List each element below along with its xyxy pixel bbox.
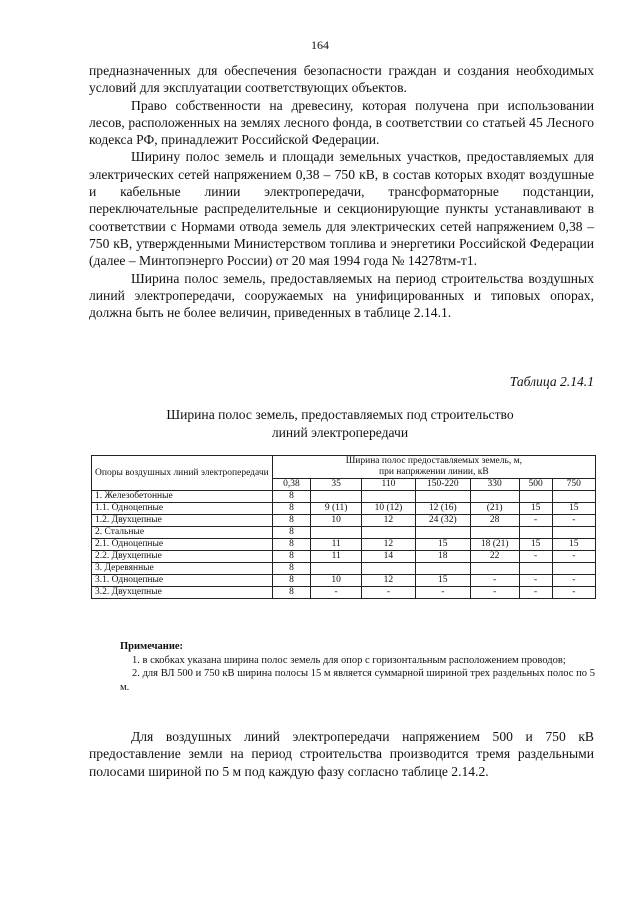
table-cell: 15 [519, 539, 552, 551]
voltage-header: 35 [311, 479, 362, 491]
paragraph-final: Для воздушных линий электропередачи напряжением 500 и 750 кВ предоставление земли на период строительства производится тремя раздельными полосами шириной по 5 м под каждую фазу согласно таблице 2.14.2. [89, 729, 594, 779]
table-cell [415, 527, 470, 539]
table-row [92, 575, 596, 587]
row-label: 2.1. Одноцепные [92, 539, 273, 551]
row-label: 3. Деревянные [92, 563, 273, 575]
table-cell: 15 [415, 539, 470, 551]
table-cell: 11 [311, 551, 362, 563]
row-label: 1.2. Двухцепные [92, 515, 273, 527]
page-number: 164 [311, 38, 329, 52]
row-label: 2. Стальные [92, 527, 273, 539]
table-cell [311, 563, 362, 575]
table-title-line: Ширина полос земель, предоставляемых под строительство [166, 407, 514, 422]
table-cell [362, 491, 416, 503]
notes [120, 640, 595, 694]
table-cell: 18 (21) [470, 539, 519, 551]
table-cell: - [552, 551, 595, 563]
table-row [92, 515, 596, 527]
table-cell: 15 [552, 539, 595, 551]
table-header-width-line: при напряжении линии, кВ [378, 467, 489, 477]
table-cell: 10 [311, 515, 362, 527]
table-cell [470, 527, 519, 539]
voltage-header: 750 [552, 479, 595, 491]
table-row [92, 563, 596, 575]
table-cell: 8 [272, 539, 311, 551]
table-cell: 10 (12) [362, 503, 416, 515]
table-cell: 18 [415, 551, 470, 563]
table-cell: 8 [272, 503, 311, 515]
voltage-header: 150-220 [415, 479, 470, 491]
table-row [92, 491, 596, 503]
paragraph-width: Ширина полос земель, предоставляемых на период строительства воздушных линий электропередачи, сооружаемых на унифицированных и типовых опорах, должна быть не более величин, приведенных в таблице 2.14.1. [89, 270, 594, 321]
table-cell: 10 [311, 575, 362, 587]
table-cell: - [519, 587, 552, 599]
table-row [92, 503, 596, 515]
table-cell: - [552, 575, 595, 587]
body-text [89, 62, 594, 321]
table-header-width [272, 456, 595, 479]
table-cell: 8 [272, 551, 311, 563]
table-title [120, 406, 560, 441]
table-cell: 8 [272, 515, 311, 527]
table-cell: 8 [272, 563, 311, 575]
table-cell [519, 527, 552, 539]
table-cell [552, 563, 595, 575]
table-cell: 15 [519, 503, 552, 515]
table-cell: - [470, 575, 519, 587]
table-title-line: линий электропередачи [271, 424, 409, 440]
table-cell: 22 [470, 551, 519, 563]
table-header-supports: Опоры воздушных линий электропередачи [92, 456, 273, 491]
table-cell [470, 491, 519, 503]
table-row [92, 587, 596, 599]
table-cell [415, 491, 470, 503]
table-header-width-line: Ширина полос предоставляемых земель, м, [345, 456, 522, 466]
table-cell: 11 [311, 539, 362, 551]
row-label: 2.2. Двухцепные [92, 551, 273, 563]
table-cell [311, 527, 362, 539]
table-cell: - [519, 551, 552, 563]
table-cell: - [311, 587, 362, 599]
table-cell: 8 [272, 587, 311, 599]
paragraph-continuation: предназначенных для обеспечения безопасности граждан и создания необходимых условий для эксплуатации соответствующих объектов. [89, 63, 594, 96]
table-cell: - [552, 587, 595, 599]
paragraph-ownership: Право собственности на древесину, которая получена при использовании лесов, расположенных на землях лесного фонда, в соответствии со статьей 45 Лесного кодекса РФ, принадлежит Российской Федерации. [89, 97, 594, 148]
table-cell [552, 527, 595, 539]
land-width-table [91, 455, 596, 599]
table-cell: 15 [552, 503, 595, 515]
row-label: 3.2. Двухцепные [92, 587, 273, 599]
voltage-header: 0,38 [272, 479, 311, 491]
table-cell: 9 (11) [311, 503, 362, 515]
final-text [89, 728, 594, 780]
table-cell: 12 [362, 575, 416, 587]
table-cell [519, 563, 552, 575]
table-label: Таблица 2.14.1 [509, 374, 594, 389]
table-cell [362, 563, 416, 575]
table-cell [519, 491, 552, 503]
table-cell: 12 (16) [415, 503, 470, 515]
table-row [92, 527, 596, 539]
table-cell: 8 [272, 575, 311, 587]
table-row [92, 539, 596, 551]
row-label: 3.1. Одноцепные [92, 575, 273, 587]
table-cell [311, 491, 362, 503]
table-cell: - [519, 515, 552, 527]
table-cell: - [519, 575, 552, 587]
paragraph-norms: Ширину полос земель и площади земельных участков, предоставляемых для электрических сетей напряжением 0,38 – 750 кВ, в состав которых входят воздушные и кабельные линии электропередачи, трансформаторные подстанции, переключательные распределительные и секционирующие пункты устанавливают в соответствии с Нормами отвода земель для электрических сетей напряжением 0,38 – 750 кВ, утвержденными Министерством топлива и энергетики Российской Федерации (далее – Минтопэнерго России) от 20 мая 1994 года № 14278тм-т1. [89, 149, 594, 269]
table-cell: 14 [362, 551, 416, 563]
table-cell: 15 [415, 575, 470, 587]
table-cell [470, 563, 519, 575]
note-item: 1. в скобках указана ширина полос земель для опор с горизонтальным расположением проводов; [132, 654, 566, 666]
voltage-header: 500 [519, 479, 552, 491]
row-label: 1. Железобетонные [92, 491, 273, 503]
table-cell [415, 563, 470, 575]
row-label: 1.1. Одноцепные [92, 503, 273, 515]
table-cell: - [552, 515, 595, 527]
note-item: 2. для ВЛ 500 и 750 кВ ширина полосы 15 м является суммарной шириной трех раздельных полос по 5 м. [120, 668, 595, 693]
notes-title: Примечание: [120, 641, 184, 652]
table-cell: - [415, 587, 470, 599]
table-cell [552, 491, 595, 503]
voltage-header: 110 [362, 479, 416, 491]
table-cell [362, 527, 416, 539]
table-cell: 8 [272, 527, 311, 539]
table-cell: 12 [362, 539, 416, 551]
table-cell: 8 [272, 491, 311, 503]
table-cell: 12 [362, 515, 416, 527]
table-row [92, 551, 596, 563]
table-cell: - [470, 587, 519, 599]
table-cell: 24 (32) [415, 515, 470, 527]
table-cell: (21) [470, 503, 519, 515]
table-cell: - [362, 587, 416, 599]
voltage-header: 330 [470, 479, 519, 491]
table-cell: 28 [470, 515, 519, 527]
